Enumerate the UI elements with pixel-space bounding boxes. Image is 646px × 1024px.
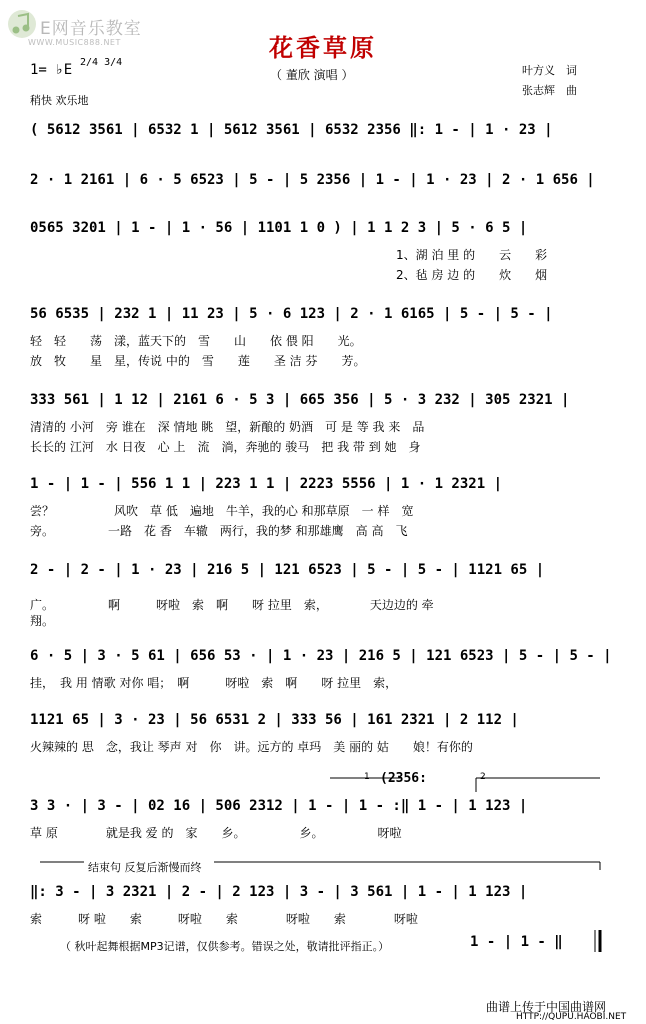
composer-credit: 张志辉 曲 (522, 84, 577, 97)
watermark-text: E网音乐教室 (40, 19, 142, 39)
score-line-8-notes: 6 · 5 | 3 · 5 61 | 656 53 · | 1 · 23 | 216 5 | 121 6523 | 5 - | 5 - | (30, 648, 612, 664)
score-line-7-lyrics-verse1: 广。 啊 呀啦 索 啊 呀 拉里 索， 天边边的 牵 (30, 598, 434, 612)
score-line-5-lyrics-verse2: 长长的 江河 水 日夜 心 上 流 淌，奔驰的 骏马 把 我 带 到 她 身 (30, 440, 421, 454)
second-ending-number: 2 (480, 772, 486, 782)
score-line-11-notes: ‖: 3 - | 3 2321 | 2 - | 2 123 | 3 - | 3 561 | 1 - | 1 123 | (30, 884, 528, 900)
score-line-6-lyrics-verse2: 旁。 一路 花 香 车辙 两行，我的梦 和那雄鹰 高 高 飞 (30, 524, 408, 538)
score-line-6-notes: 1 - | 1 - | 556 1 1 | 223 1 1 | 2223 5556 | 1 · 1 2321 | (30, 476, 503, 492)
ending-instruction: 结束句 反复后渐慢而终 (88, 861, 202, 874)
score-line-1-notes: ( 5612 3561 | 6532 1 | 5612 3561 | 6532 2356 ‖: 1 - | 1 · 23 | (30, 122, 553, 138)
volta-bracket-notes: (2356: (380, 771, 427, 786)
score-line-5-lyrics-verse1: 清清的 小河 旁 谁在 深 情地 眺 望，新酿的 奶酒 可 是 等 我 来 品 (30, 420, 425, 434)
score-line-4-lyrics-verse2: 放 牧 星 星，传说 中的 雪 莲 圣 洁 芬 芳。 (30, 354, 366, 368)
score-line-7-notes: 2 - | 2 - | 1 · 23 | 216 5 | 121 6523 | 5 - | 5 - | 1121 65 | (30, 562, 545, 578)
score-line-11-lyrics: 索 呀 啦 索 呀啦 索 呀啦 索 呀啦 (30, 912, 418, 926)
site-credit: 曲谱上传于中国曲谱网 (486, 1000, 607, 1014)
score-line-7-lyrics-verse2: 翔。 (30, 614, 55, 628)
score-line-8-lyrics: 挂， 我 用 情歌 对你 唱； 啊 呀啦 索 啊 呀 拉里 索， (30, 676, 398, 690)
score-line-10-lyrics: 草 原 就是我 爱 的 家 乡。 乡。 呀啦 (30, 826, 402, 840)
transcription-footnote: （ 秋叶起舞根据MP3记谱，仅供参考。错误之处，敬请批评指正。） (60, 940, 390, 953)
time-signatures: 2/4 3/4 (80, 57, 123, 68)
singer-credit: （ 董欣 演唱 ） (270, 68, 354, 82)
score-line-3-lyrics-verse2: 2、毡 房 边 的 炊 烟 (396, 268, 548, 282)
score-line-9-lyrics: 火辣辣的 思 念，我让 琴声 对 你 讲。远方的 卓玛 美 丽的 姑 娘！有你的 (30, 740, 473, 754)
site-url: HTTP://QUPU.HAOBI.NET (516, 1012, 627, 1022)
score-line-3-lyrics-verse1: 1、湖 泊 里 的 云 彩 (396, 248, 548, 262)
score-line-4-notes: 56 6535 | 232 1 | 11 23 | 5 · 6 123 | 2 · 1 6165 | 5 - | 5 - | (30, 306, 553, 322)
score-line-9-notes: 1121 65 | 3 · 23 | 56 6531 2 | 333 56 | 161 2321 | 2 112 | (30, 712, 519, 728)
key-signature: 1= ♭E (30, 62, 73, 78)
score-line-3-notes: 0565 3201 | 1 - | 1 · 56 | 1101 1 0 ) | 1 1 2 3 | 5 · 6 5 | (30, 220, 528, 236)
tempo-marking: 稍快 欢乐地 (30, 94, 89, 107)
song-title: 花香草原 (269, 34, 377, 62)
score-line-5-notes: 333 561 | 1 12 | 2161 6 · 5 3 | 665 356 | 5 · 3 232 | 305 2321 | (30, 392, 570, 408)
score-line-6-lyrics-verse1: 尝？ 风吹 草 低 遍地 牛羊，我的心 和那草原 一 样 宽 (30, 504, 414, 518)
score-line-12-notes: 1 - | 1 - ‖ (470, 934, 563, 950)
first-ending-number: 1 (364, 772, 370, 782)
lyricist-credit: 叶方义 词 (522, 64, 577, 77)
score-line-10-notes: 3 3 · | 3 - | 02 16 | 506 2312 | 1 - | 1 - :‖ 1 - | 1 123 | (30, 798, 528, 814)
watermark-url: WWW.MUSIC888.NET (28, 38, 121, 47)
score-line-4-lyrics-verse1: 轻 轻 荡 漾，蓝天下的 雪 山 依 偎 阳 光。 (30, 334, 362, 348)
score-line-2-notes: 2 · 1 2161 | 6 · 5 6523 | 5 - | 5 2356 | 1 - | 1 · 23 | 2 · 1 656 | (30, 172, 595, 188)
